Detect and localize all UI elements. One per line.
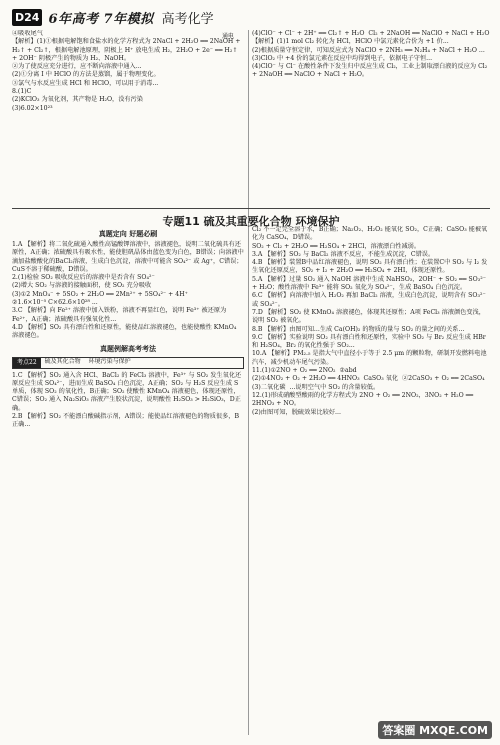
text-line: (2)①分离 I 中 HClO 的方法是蒸馏，属于物理变化。	[12, 71, 160, 79]
column-divider	[248, 30, 249, 735]
brand-logo: 6年高考 7年模拟	[48, 11, 154, 27]
answer-item: 6.C 【解析】向溶液中加入 H₂O₂ 再加 BaCl₂ 溶液，生成白色沉淀，说明含有 SO₃²⁻ 或 SO₄²⁻。	[252, 292, 488, 308]
subject-label: 高考化学	[161, 11, 214, 27]
text-line: (3)ClO₂ 中 +4 价的氯元素在反应中均得到电子，依据电子守恒...	[252, 54, 433, 62]
answer-item: 7.D 【解析】SO₂ 使 KMnO₄ 溶液褪色，体现其还原性；A项 FeCl₃ 溶液颜色变浅，说明 SO₂ 被氧化。	[252, 308, 485, 325]
exam-point-subtopic: 环境污染与保护	[88, 358, 131, 366]
text-line: ②为了使反应充分进行，应不断向溶液中通入...	[12, 63, 142, 71]
answer-item: (3)①2 MnO₄⁻ + 5SO₂ + 2H₂O ══ 2Mn²⁺ + 5SO₄²⁻ + 4H⁺	[12, 290, 188, 298]
text-line: (3)6.02×10²³	[12, 104, 53, 112]
text-line: (2)KClO₃ 为氧化剂，其产物是 H₂O，没有污染	[12, 96, 143, 104]
watermark-logo: 答案圈 MXQE.COM	[378, 721, 492, 739]
text-line: (2)根据质量守恒定律，可知反应式为 NaClO + 2NH₃ ══ N₂H₄ + NaCl + H₂O ...	[252, 46, 485, 54]
answer-item: 4.B 【解析】装置B中品红溶液褪色，说明 SO₂ 具有漂白性；在装置C中 SO₂ 与 I₂ 发生氧化还原反应，SO₂ + I₂ + 2H₂O ══ H₂SO₄ + 2HI，体现还原性。	[252, 259, 488, 275]
answer-item: 2.(1)检验 SO₂ 吸收反应后的溶液中是否含有 SO₄²⁻	[12, 274, 155, 282]
answer-item: 3.C 【解析】向 Fe²⁺ 溶液中加入铁粉，溶液不再显红色，说明 Fe³⁺ 被还原为 Fe²⁺，A正确；浓硫酸具有强氧化性...	[12, 307, 229, 323]
answer-item: 3.A 【解析】SO₂ 与 BaCl₂ 溶液不反应，不能生成沉淀，C错误。	[252, 250, 435, 258]
text-line: ③氯气与水反应生成 HCl 和 HClO，可以用于消毒...	[12, 79, 159, 87]
answer-item: (2)增大 SO₂ 与溶液的接触面积，使 SO₂ 充分吸收	[12, 282, 152, 290]
answer-item: 8.B 【解析】由图可知...生成 Ca(OH)₂ 的物质的量与 SO₂ 的量之间的关系...	[252, 325, 465, 333]
left-top-column	[12, 30, 244, 202]
answer-item: 2.B 【解析】SO₂ 不能漂白酸碱指示剂，A错误；能使品红溶液褪色的物质很多，B正确...	[12, 413, 240, 429]
answer-item: 11.(1)①2NO + O₂ ══ 2NO₂ ②abd	[252, 367, 357, 375]
exam-point-label: 考点22	[13, 358, 41, 368]
answer-item: 10.A 【解析】PM₂.₅ 是指大气中直径小于等于 2.5 μm 的颗粒物，研制开发燃料电池汽车，减少机动车尾气污染。	[252, 350, 487, 366]
answer-item: 1.C 【解析】SO₂ 通入含 HCl、BaCl₂ 的 FeCl₃ 溶液中，Fe³⁺ 与 SO₂ 发生氧化还原反应生成 SO₄²⁻，进而生成 BaSO₄ 白色沉淀，A正确；SO₂ 与 H₂S 反应生成 S 单质，体现 SO₂ 的氧化性，B正确；SO₂ 使酸性 KMnO₄ 溶液褪色，体现还原性，C错误；SO₂ 通入 Na₂SiO₃ 溶液产生胶状沉淀，说明酸性 H₂SO₃ > H₂SiO₃，D正确。	[12, 371, 242, 412]
reaction-condition-tag: 通电	[222, 33, 235, 40]
section-heading: 真题例解高考考法	[100, 344, 156, 353]
answer-item: SO₂ + Cl₂ + 2H₂O ══ H₂SO₄ + 2HCl，溶液漂白性减弱。	[252, 242, 421, 250]
answer-item: 1.A 【解析】将二氧化硫通入酸性高锰酸钾溶液中，溶液褪色，说明二氧化硫具有还原性，A正确；浓硫酸具有吸水性，能使胆矾晶体由蓝色变为白色，B错误；向溶液中滴加盐酸酸化的BaCl₂溶液，生成白色沉淀，溶液中可能含 SO₄²⁻ 或 Ag⁺，C错误；CuS不溶于稀硫酸，D错误。	[12, 241, 244, 273]
page-number: D24	[12, 9, 42, 26]
exam-point-box	[12, 357, 244, 369]
answer-item: (2)由图可知，脱硫效果比较好...	[252, 408, 341, 416]
answer-item: 9.C 【解析】实验说明 SO₂ 具有漂白性和还原性，实验中 SO₂ 与 Br₂ 反应生成 HBr 和 H₂SO₄，Br₂ 的氧化性强于 SO₂...	[252, 333, 488, 350]
answer-item: 5.A 【解析】过量 SO₂ 通入 NaOH 溶液中生成 NaHSO₃，2OH⁻ + SO₂ ══ SO₃²⁻ + H₂O；酸性溶液中 Fe³⁺ 能将 SO₂ 氧化为 SO₄²⁻，生成 BaSO₄ 白色沉淀。	[252, 275, 488, 292]
topic-title: 专题11 硫及其重要化合物 环境保护	[12, 208, 490, 229]
text-line: (4)ClO⁻ 与 Cl⁻ 在酸性条件下发生归中反应生成 Cl₂，工业上制取漂白液的反应为 Cl₂ + 2NaOH ══ NaClO + NaCl + H₂O。	[252, 63, 490, 79]
left-body-column	[12, 226, 244, 738]
answer-item: (2)①4NO₂ + O₂ + 2H₂O ══ 4HNO₃ CaSO₃ 氧化 ②2CaSO₃ + O₂ ══ 2CaSO₄	[252, 375, 485, 383]
exam-point-topic: 硫及其化合物	[44, 358, 81, 366]
answer-item: (3)二氧化碳 ...说明空气中 SO₂ 的含量较低。	[252, 383, 380, 391]
text-line: 【解析】(1)①根据电解饱和食盐水的化学方程式为 2NaCl + 2H₂O ══ 2NaOH + H₂↑ + Cl₂↑，根据电解池原理，阴极上 H⁺ 放电生成 H₂，2H₂O + 2e⁻ ══ H₂↑ + 2OH⁻ 阴极产生的物质为 H₂、NaOH。	[12, 38, 243, 62]
answer-item: Cl₂ 不一定完全溶于水，B正确；Na₂O₂、H₂O₂ 能氧化 SO₂，C正确；CaSO₃ 能被氧化为 CaSO₄，D错误。	[252, 226, 488, 242]
text-line: ④吸收尾气	[12, 30, 43, 37]
right-body-column	[252, 226, 490, 738]
text-line: (4)ClO⁻ + Cl⁻ + 2H⁺ ══ Cl₂↑ + H₂O Cl₂ + 2NaOH ══ NaClO + NaCl + H₂O	[252, 30, 490, 37]
answer-item: ②1.6×10⁻⁵ C×62.6×10²⁸ ...	[12, 299, 98, 307]
section-heading: 真题定向 好题必刷	[98, 230, 158, 238]
page-header	[12, 6, 214, 28]
answer-item: 12.(1)形成硝酸型酸雨的化学方程式为 2NO + O₂ ══ 2NO₂，3NO₂ + H₂O ══ 2HNO₃ + NO。	[252, 391, 476, 408]
text-line: 【解析】(1)1 mol Cl₂ 转化为 HCl，HClO 中氯元素化合价为 +1 价...	[252, 38, 449, 46]
right-top-column	[252, 30, 490, 202]
answer-item: 4.D 【解析】SO₂ 具有漂白性和还原性，能使品红溶液褪色，也能使酸性 KMnO₄ 溶液褪色。	[12, 323, 239, 340]
text-line: 8.(1)C	[12, 88, 32, 96]
